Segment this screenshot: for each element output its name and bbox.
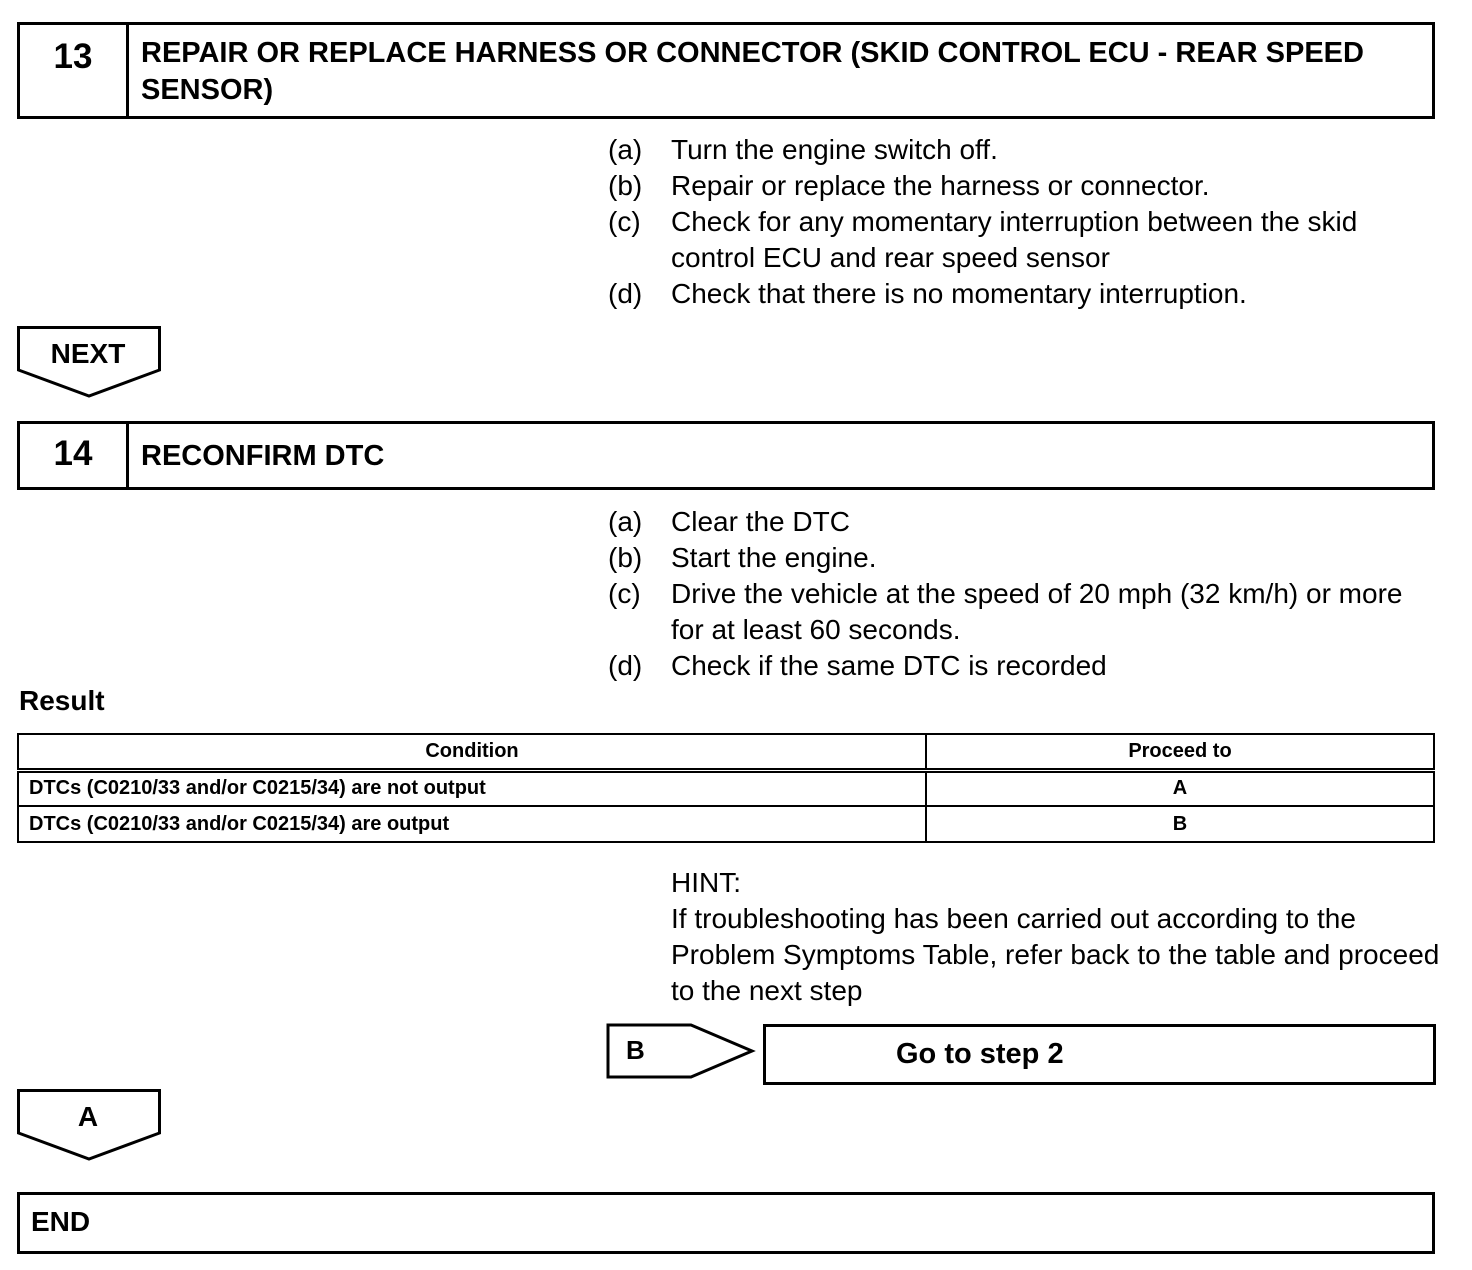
item-text: Repair or replace the harness or connector.	[671, 170, 1210, 201]
item-label: (d)	[608, 650, 643, 681]
branch-b-label: B	[626, 1035, 645, 1065]
instruction-item	[608, 132, 1438, 168]
item-text: Start the engine.	[671, 542, 877, 573]
step-14-header	[17, 421, 1435, 490]
next-arrow[interactable]	[17, 326, 161, 398]
item-text: Check if the same DTC is recorded	[671, 650, 1107, 681]
go-to-step-box[interactable]: Go to step 2	[763, 1024, 1436, 1085]
table-header-row	[18, 734, 1434, 770]
end-box: END	[17, 1192, 1435, 1254]
step-13-header	[17, 22, 1435, 119]
column-header-proceed: Proceed to	[926, 734, 1434, 770]
proceed-cell: A	[926, 770, 1434, 806]
item-label: (a)	[608, 506, 643, 537]
step-title: RECONFIRM DTC	[141, 440, 385, 472]
table-row	[18, 806, 1434, 842]
item-label: (b)	[608, 170, 643, 201]
result-table	[17, 733, 1435, 843]
item-text: Check that there is no momentary interruption.	[671, 278, 1247, 309]
hint-title: HINT:	[671, 867, 741, 898]
item-label: (a)	[608, 134, 643, 165]
step-14-instructions	[608, 504, 1438, 684]
column-header-condition: Condition	[18, 734, 926, 770]
condition-cell: DTCs (C0210/33 and/or C0215/34) are not output	[18, 770, 926, 806]
hint-block	[671, 865, 1441, 1009]
instruction-item	[608, 204, 1438, 276]
instruction-item	[608, 276, 1438, 312]
item-text: Check for any momentary interruption between the skid control ECU and rear speed sensor	[671, 206, 1358, 273]
item-label: (d)	[608, 278, 643, 309]
instruction-item	[608, 576, 1438, 648]
item-text: Drive the vehicle at the speed of 20 mph (32 km/h) or more for at least 60 seconds.	[671, 578, 1403, 645]
step-number: 13	[20, 25, 129, 116]
table-row	[18, 770, 1434, 806]
next-label: NEXT	[50, 338, 126, 369]
instruction-item	[608, 504, 1438, 540]
result-heading: Result	[19, 685, 105, 716]
item-label: (c)	[608, 578, 641, 609]
branch-b-arrow[interactable]	[606, 1023, 756, 1080]
step-13-instructions	[608, 132, 1438, 312]
instruction-item	[608, 648, 1438, 684]
item-label: (b)	[608, 542, 643, 573]
branch-a-arrow[interactable]	[17, 1089, 161, 1161]
condition-cell: DTCs (C0210/33 and/or C0215/34) are output	[18, 806, 926, 842]
step-title: REPAIR OR REPLACE HARNESS OR CONNECTOR (SKID CONTROL ECU - REAR SPEED SENSOR)	[141, 37, 1364, 106]
branch-a-label: A	[77, 1101, 99, 1132]
item-label: (c)	[608, 206, 641, 237]
item-text: Clear the DTC	[671, 506, 850, 537]
hint-text: If troubleshooting has been carried out according to the Problem Symptoms Table, refer back to the table and proceed to the next step	[671, 903, 1440, 1006]
instruction-item	[608, 540, 1438, 576]
step-number: 14	[20, 424, 129, 487]
proceed-cell: B	[926, 806, 1434, 842]
item-text: Turn the engine switch off.	[671, 134, 998, 165]
instruction-item	[608, 168, 1438, 204]
